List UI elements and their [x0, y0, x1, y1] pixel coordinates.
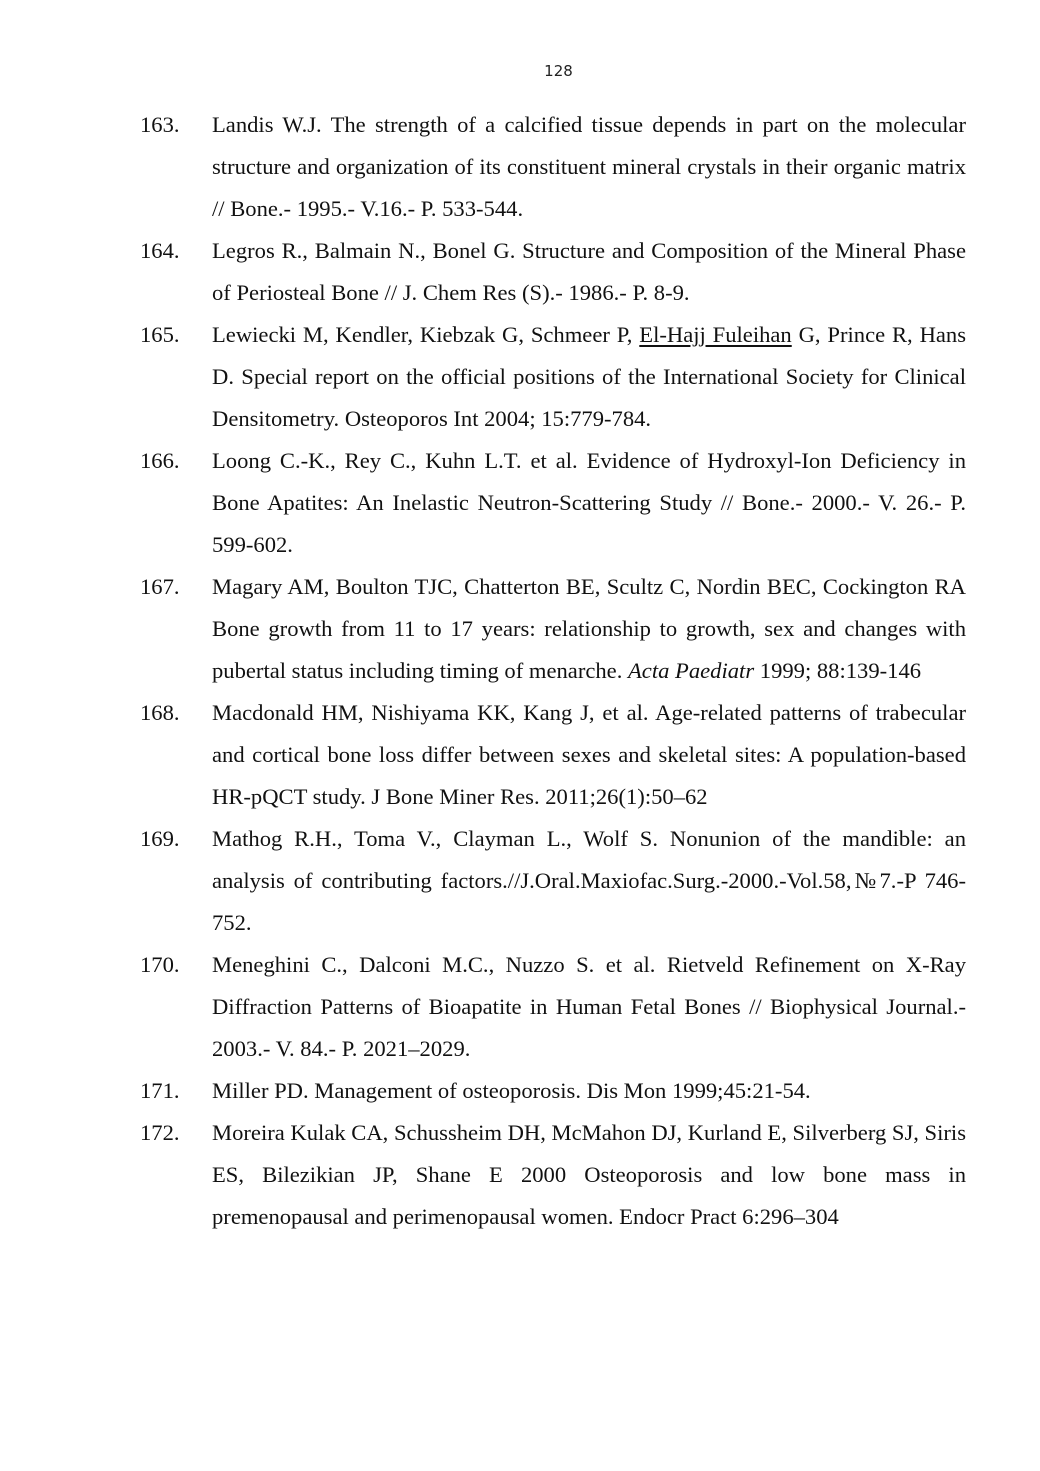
reference-164	[140, 230, 966, 314]
reference-170	[140, 944, 966, 1070]
reference-text	[212, 314, 966, 440]
reference-text: Landis W.J. The strength of a calcified tissue depends in part on the molecular structure and organization of its constituent mineral crystals in their organic matrix // Bone.- 1995.- V.16.- P. 533-544.	[212, 112, 966, 221]
reference-167	[140, 566, 966, 692]
reference-number: 171.	[140, 1078, 180, 1103]
reference-163	[140, 104, 966, 230]
reference-text-part: Lewiecki M, Kendler, Kiebzak G, Schmeer P,	[212, 322, 640, 347]
reference-text-part: Magary AM, Boulton TJC, Chatterton BE, Scultz C, Nordin BEC, Cockington RA Bone growth from 11 to 17 years: relationship to growth, sex and changes with pubertal status including timing of menarche.	[212, 574, 966, 683]
reference-text	[212, 566, 966, 692]
reference-number: 169.	[140, 826, 180, 851]
underlined-author-name: El-Hajj Fuleihan	[639, 322, 792, 347]
reference-number: 166.	[140, 448, 180, 473]
reference-number: 170.	[140, 952, 180, 977]
reference-165	[140, 314, 966, 440]
reference-166	[140, 440, 966, 566]
reference-text: Meneghini C., Dalconi M.C., Nuzzo S. et al. Rietveld Refinement on X-Ray Diffraction Patterns of Bioapatite in Human Fetal Bones // Biophysical Journal.- 2003.- V. 84.- P. 2021–2029.	[212, 952, 966, 1061]
reference-number: 167.	[140, 574, 180, 599]
reference-list	[140, 104, 966, 1238]
reference-text: Mathog R.H., Toma V., Clayman L., Wolf S. Nonunion of the mandible: an analysis of contributing factors.//J.Oral.Maxiofac.Surg.-2000.-Vol.58,№7.-P 746-752.	[212, 826, 966, 935]
reference-number: 172.	[140, 1120, 180, 1145]
reference-text-part: 1999; 88:139-146	[754, 658, 922, 683]
reference-number: 163.	[140, 112, 180, 137]
reference-168	[140, 692, 966, 818]
reference-172	[140, 1112, 966, 1238]
reference-text: Miller PD. Management of osteoporosis. Dis Mon 1999;45:21-54.	[212, 1078, 811, 1103]
reference-text: Macdonald HM, Nishiyama KK, Kang J, et al. Age-related patterns of trabecular and cortical bone loss differ between sexes and skeletal sites: A population-based HR-pQCT study. J Bone Miner Res. 2011;26(1):50–62	[212, 700, 966, 809]
page-number: 128	[544, 62, 573, 80]
reference-171	[140, 1070, 966, 1112]
reference-text: Legros R., Balmain N., Bonel G. Structure and Composition of the Mineral Phase of Periosteal Bone // J. Chem Res (S).- 1986.- P. 8-9.	[212, 238, 966, 305]
reference-text: Moreira Kulak CA, Schussheim DH, McMahon DJ, Kurland E, Silverberg SJ, Siris ES, Bilezikian JP, Shane E 2000 Osteoporosis and low bone mass in premenopausal and perimenopausal women. Endocr Pract 6:296–304	[212, 1120, 966, 1229]
reference-text-part: G, Prince R, Hans D. Special report on the official positions of the International Society for Clinical Densitometry. Osteoporos Int 2004; 15:779-784.	[212, 322, 966, 431]
reference-number: 164.	[140, 238, 180, 263]
reference-169	[140, 818, 966, 944]
reference-number: 165.	[140, 322, 180, 347]
reference-number: 168.	[140, 700, 180, 725]
journal-name-italic: Acta Paediatr	[628, 658, 755, 683]
reference-text: Loong C.-K., Rey C., Kuhn L.T. et al. Evidence of Hydroxyl-Ion Deficiency in Bone Apatites: An Inelastic Neutron-Scattering Study // Bone.- 2000.- V. 26.- P. 599-602.	[212, 448, 966, 557]
